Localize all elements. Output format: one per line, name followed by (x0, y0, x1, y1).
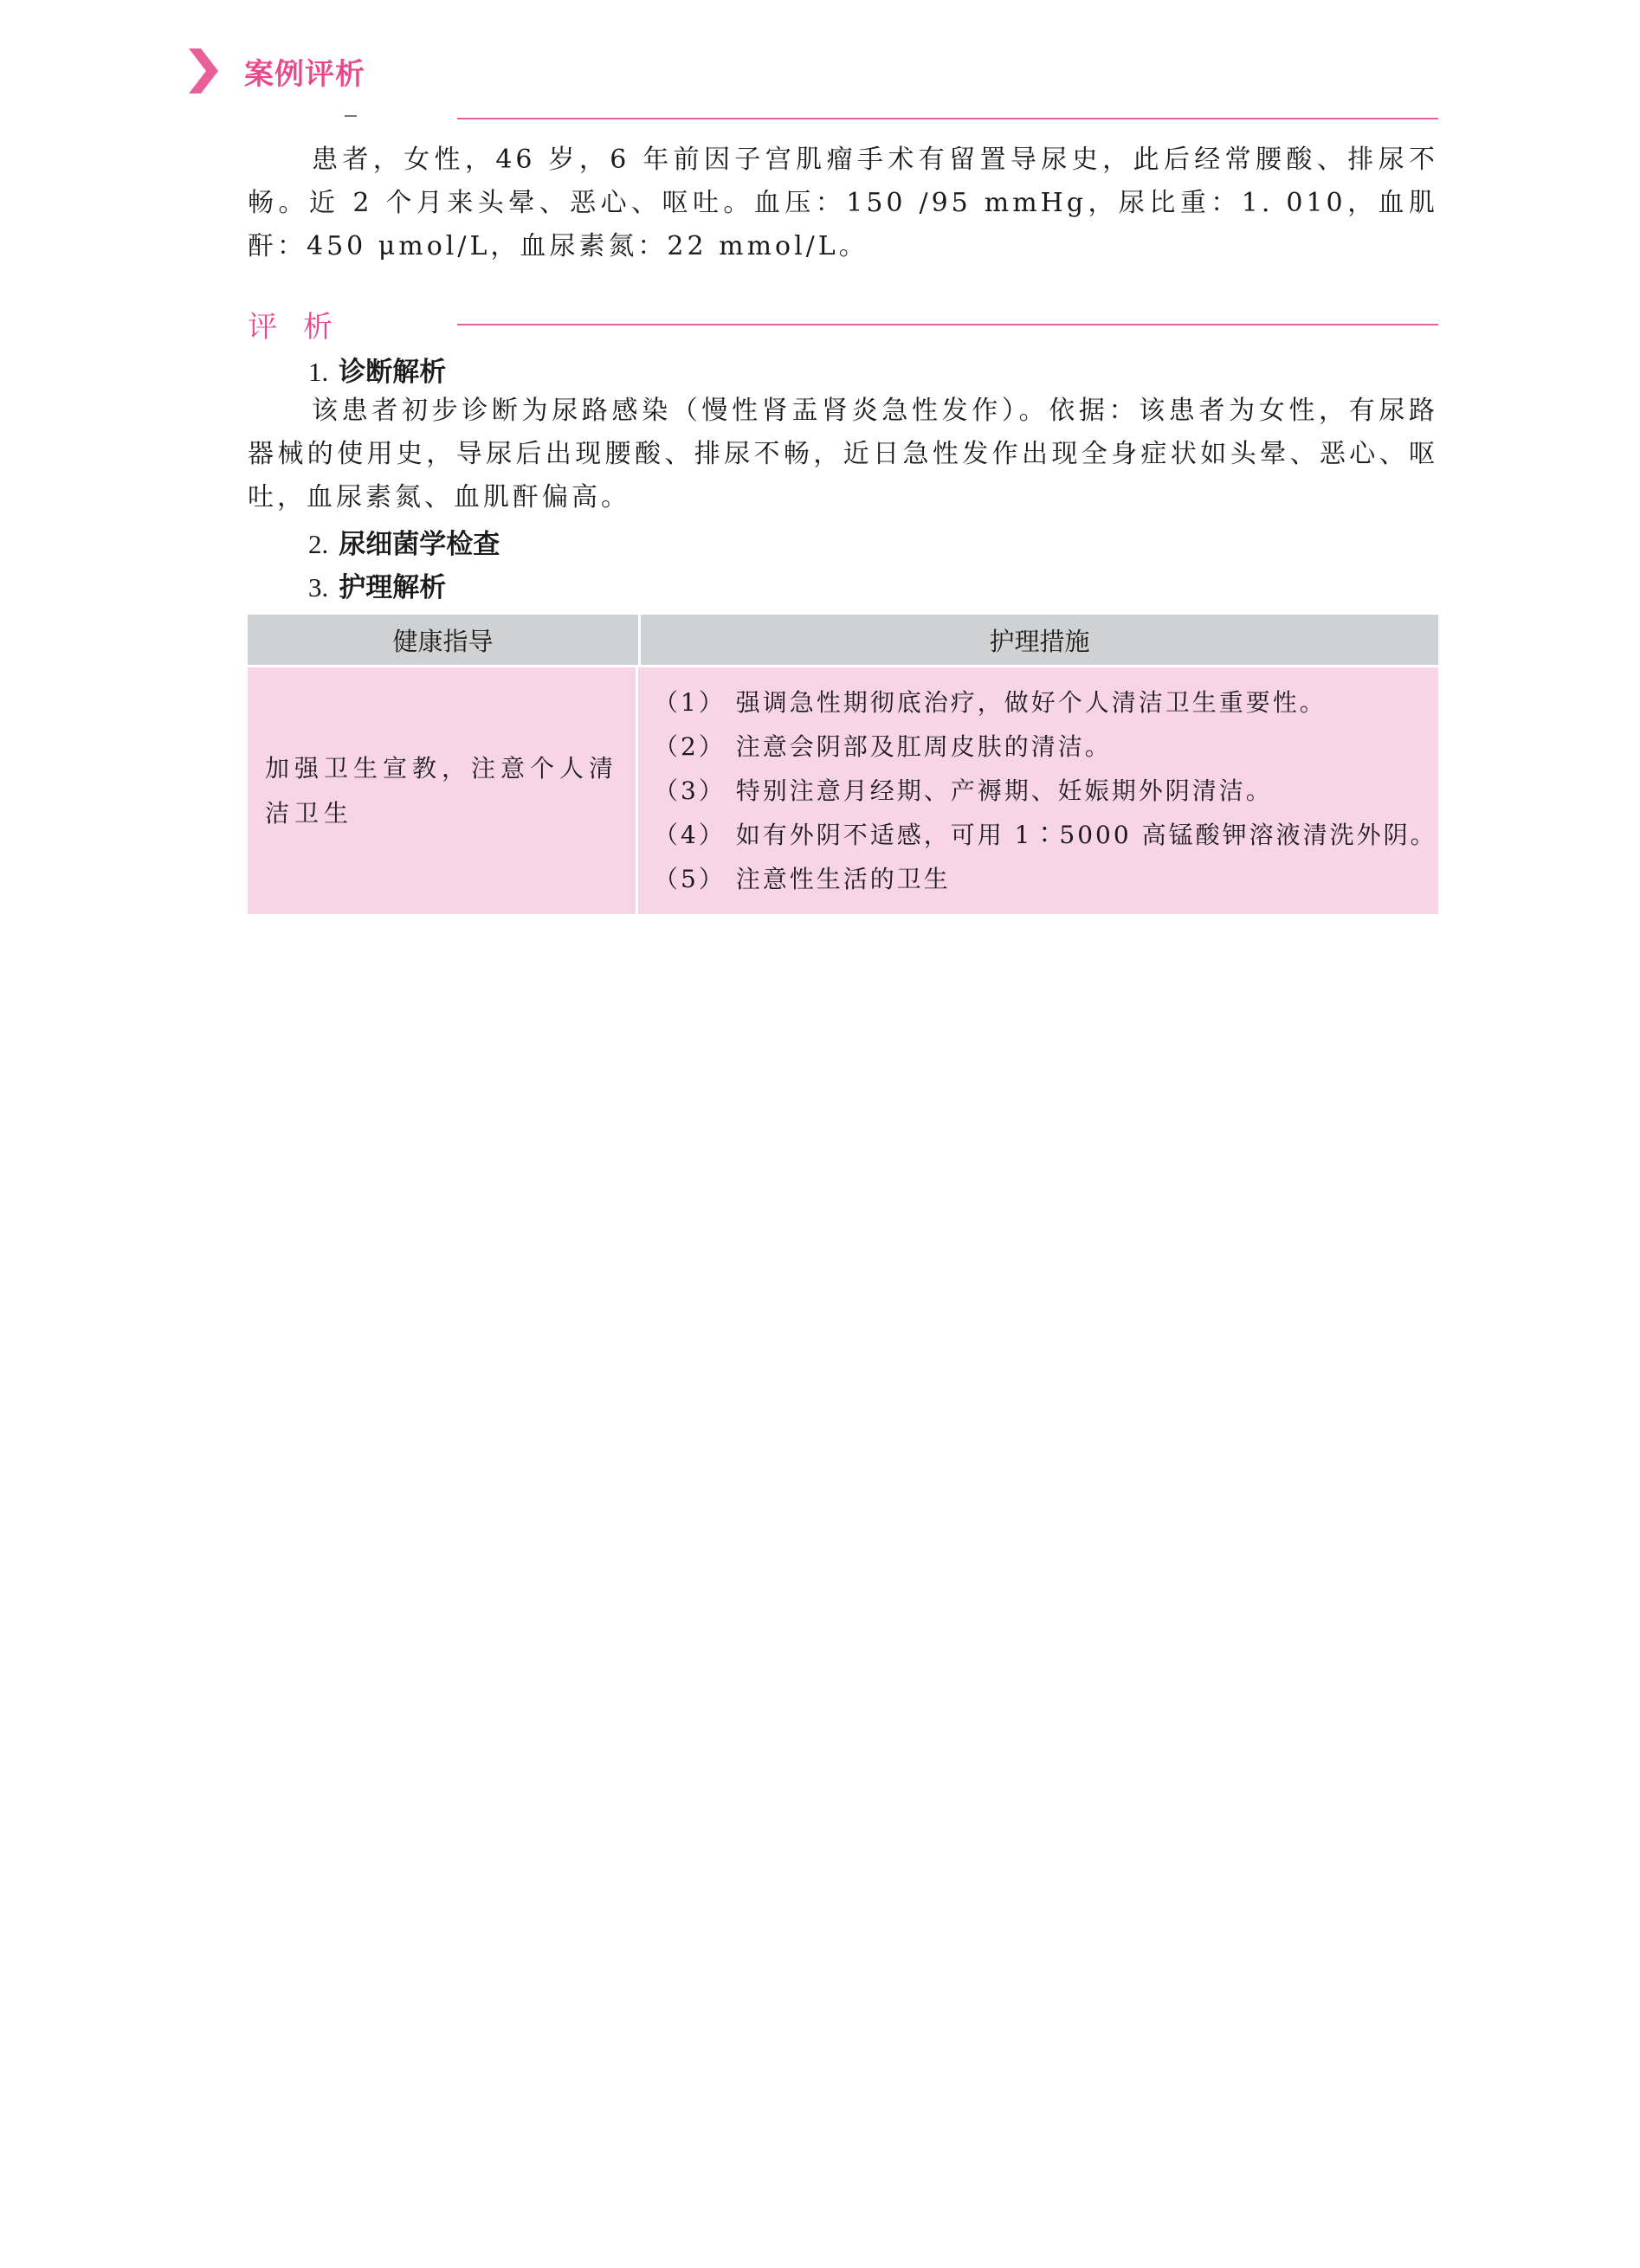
analysis-divider (457, 324, 1438, 325)
subhead-bacteriology (308, 522, 500, 561)
short-tick-mark (345, 115, 357, 117)
subhead-nursing (308, 565, 446, 604)
measure-item: （1） 强调急性期彻底治疗，做好个人清洁卫生重要性。 (654, 688, 1327, 717)
table-header-nursing-measures: 护理措施 (989, 626, 1090, 656)
table-cell-nursing-measures (638, 667, 1438, 914)
measure-item: （3） 特别注意月经期、产褥期、妊娠期外阴清洁。 (654, 776, 1273, 805)
table-cell-health-guidance (248, 667, 638, 914)
measure-item: （5） 注意性生活的卫生 (654, 865, 951, 893)
table-header-health-guidance: 健康指导 (248, 615, 641, 665)
nursing-table (248, 615, 1438, 914)
subhead-title: 诊断解析 (339, 357, 447, 388)
measure-item: （4） 如有外阴不适感，可用 1∶5000 高锰酸钾溶液清洗外阴。 (654, 821, 1437, 849)
subhead-number: 1. (308, 357, 329, 387)
subhead-diagnosis (308, 350, 446, 389)
health-guidance-text: 加强卫生宣教，注意个人清洁卫生 (265, 753, 619, 828)
diagnosis-paragraph: 该患者初步诊断为尿路感染（慢性肾盂肾炎急性发作）。依据：该患者为女性，有尿路器械的使用史，导尿后出现腰酸、排尿不畅，近日急性发作出现全身症状如头晕、恶心、呕吐，血尿素氮、血肌酐偏高。 (248, 396, 1438, 512)
subhead-number: 3. (308, 572, 329, 602)
subhead-title: 尿细菌学检查 (339, 529, 500, 560)
measure-item: （2） 注意会阴部及肛周皮肤的清洁。 (654, 732, 1112, 761)
case-paragraph: 患者，女性，46 岁，6 年前因子宫肌瘤手术有留置导尿史，此后经常腰酸、排尿不畅。近 2 个月来头晕、恶心、呕吐。血压：150 /95 mmHg，尿比重：1. 010，血肌酐：450 μmol/L，血尿素氮：22 mmol/L。 (248, 145, 1438, 261)
top-divider (457, 118, 1438, 119)
analysis-label: 评析 (248, 310, 358, 345)
chevron-right-icon (189, 48, 218, 93)
header-title: 案例评析 (244, 56, 365, 92)
table-header-row (248, 615, 1438, 665)
section-header (189, 45, 365, 97)
subhead-title: 护理解析 (339, 572, 447, 603)
subhead-number: 2. (308, 529, 329, 559)
table-row (248, 665, 1438, 914)
